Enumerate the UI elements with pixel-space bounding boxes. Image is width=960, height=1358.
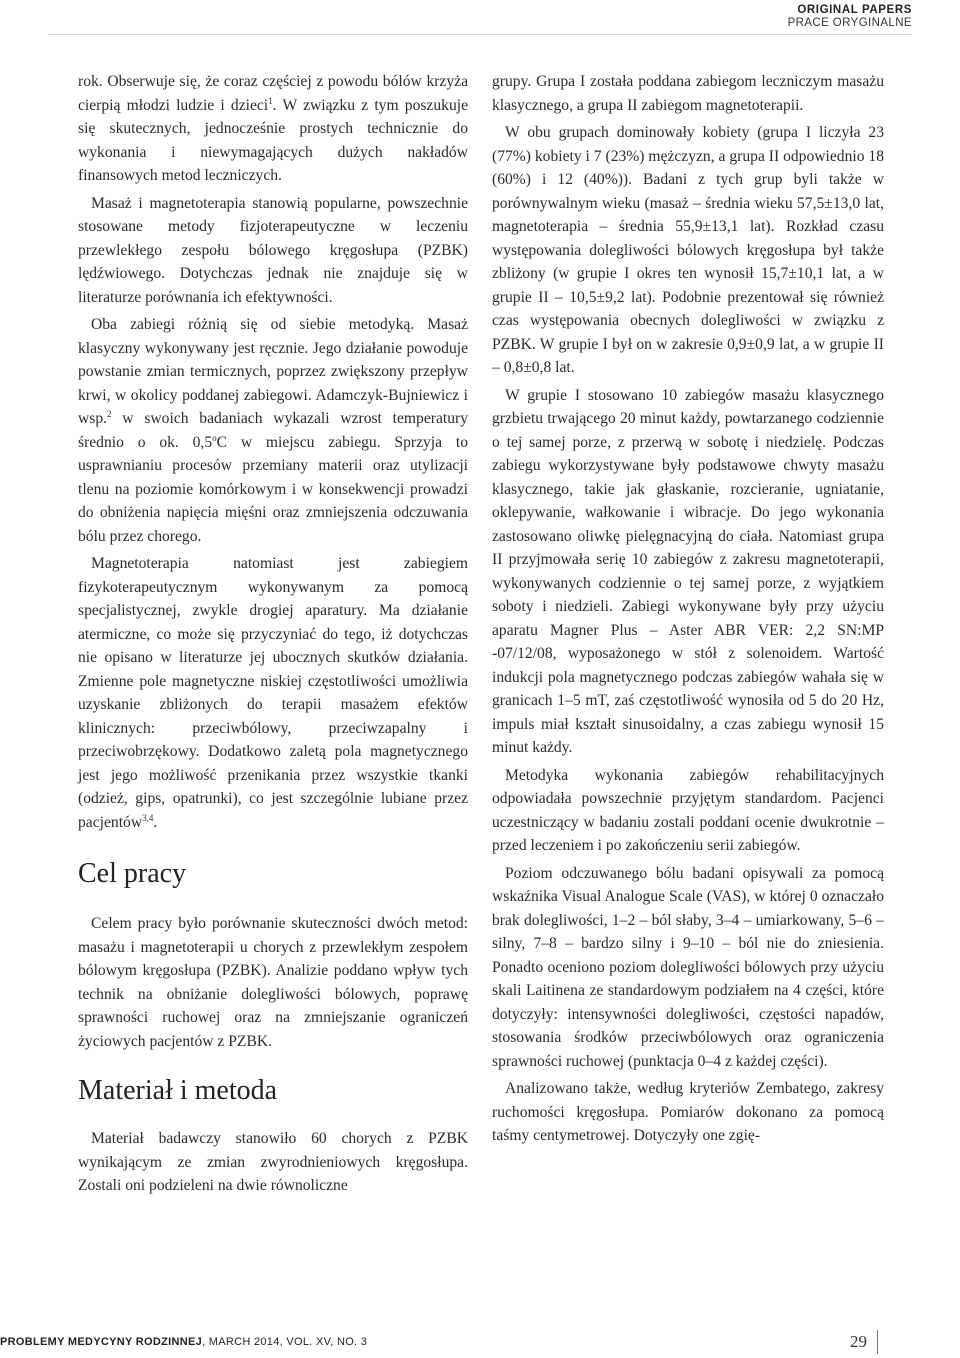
page-number: 29 xyxy=(850,1332,867,1351)
section-heading-aim: Cel pracy xyxy=(78,858,187,889)
right-column xyxy=(492,70,884,1152)
degree-marker: o xyxy=(212,432,217,443)
paragraph xyxy=(78,70,468,188)
paragraph: Analizowano także, według kryteriów Zembatego, zakresy ruchomości kręgosłupa. Pomiarów dokonano za pomocą taśmy centymetrowej. Dotyczyły one zgię- xyxy=(492,1080,884,1144)
journal-name: PROBLEMY MEDYCYNY RODZINNEJ xyxy=(0,1336,203,1348)
page-number-divider xyxy=(877,1330,878,1354)
paragraph: Celem pracy było porównanie skuteczności dwóch metod: masażu i magnetoterapii u chorych z przewlekłym zespołem bólowym kręgosłupa (PZBK). Analizie poddano wpływ tych technik na obniżanie dolegliwości bólowych, poprawę sprawności ruchowej oraz na zmniejszanie ograniczeń życiowych pacjentów z PZBK. xyxy=(78,915,468,1050)
text-run: w swoich badaniach wykazali wzrost temperatury średnio o ok. 0,5 xyxy=(78,410,468,451)
left-column xyxy=(78,70,468,1202)
running-head-title: ORIGINAL PAPERS xyxy=(797,4,912,16)
paragraph: Metodyka wykonania zabiegów rehabilitacyjnych odpowiadała powszechnie przyjętym standardom. Pacjenci uczestniczący w badaniu zostali poddani ocenie dwukrotnie – przed leczeniem i po zakończeniu serii zabiegów. xyxy=(492,766,884,854)
paragraph xyxy=(78,313,468,548)
header-divider xyxy=(48,34,912,35)
paragraph: grupy. Grupa I została poddana zabiegom leczniczym masażu klasycznego, a grupa II zabiegom magnetoterapii. xyxy=(492,73,884,114)
running-head-subtitle: PRACE ORYGINALNE xyxy=(787,17,912,29)
text-run: rok. Obserwuje się, że coraz częściej z powodu bólów krzyża cierpią młodzi ludzie i dzieci xyxy=(78,73,468,114)
reference-marker: 2 xyxy=(107,409,112,419)
paragraph: Masaż i magnetoterapia stanowią popularne, powszechnie stosowane metody fizjoterapeutyczne w leczeniu przewlekłego zespołu bólowego kręgosłupa (PZBK) lędźwiowego. Dotychczas jednak nie znajduje się w literaturze porównania ich efektywności. xyxy=(78,194,468,306)
reference-marker: 1 xyxy=(268,95,273,106)
text-run: C w miejscu zabiegu. Sprzyja to usprawnianiu procesów przemiany materii oraz utylizacji tlenu na poziomie komórkowym i w konsekwencji prowadzi do obniżenia napięcia mięśni oraz zmniejszenia odczuwania bólu przez chorego. xyxy=(78,433,468,545)
running-head xyxy=(788,4,912,30)
paragraph xyxy=(78,552,468,834)
journal-footer xyxy=(0,1336,367,1348)
journal-issue: , MARCH 2014, VOL. XV, NO. 3 xyxy=(202,1336,368,1348)
text-run: Magnetoterapia natomiast jest zabiegiem fizykoterapeutycznym wykonywanym za pomocą specjalistycznej, zwykle drogiej aparatury. Ma działanie atermiczne, co może się przyczyniać do tego, iż dotychczas nie opisano w literaturze jej ubocznych skutków działania. Zmienne pole magnetyczne niskiej częstotliwości umożliwia uzyskanie zbliżonych do terapii masażem efektów klinicznych: przeciwbólowy, przeciwzapalny i przeciwobrzękowy. Dodatkowo zaletą pola magnetycznego jest jego możliwość przenikania przez wszystkie tkanki (odzież, gips, opatrunki), co jest szczególnie lubiane przez pacjentów xyxy=(78,555,468,831)
text-run: Oba zabiegi różnią się od siebie metodyką. Masaż klasyczny wykonywany jest ręcznie. Jego działanie powoduje powstanie zmian termicznych, poprzez zwiększony przepływ krwi, w okolicy poddanej zabiegowi. Adamczyk-Bujniewicz i wsp. xyxy=(78,316,468,427)
text-run: . xyxy=(153,813,158,831)
section-heading-methods: Materiał i metoda xyxy=(78,1075,278,1106)
paragraph: Poziom odczuwanego bólu badani opisywali za pomocą wskaźnika Visual Analogue Scale (VAS), w której 0 oznaczało brak dolegliwości, 1–2 – ból słaby, 3–4 – umiarkowany, 5–6 – silny, 7–8 – bardzo silny i 9–10 – ból nie do zniesienia. Ponadto oceniono poziom dolegliwości bólowych przy użyciu skali Laitinena ze standardowym podziałem na 4 części, które dotyczyły: intensywności dolegliwości, częstości napadów, stosowania środków przeciwbólowych oraz ograniczenia sprawności ruchowej (punktacja 0–4 z każdej części). xyxy=(492,864,884,1070)
text-run: . W związku z tym poszukuje się skutecznych, jednocześnie prostych technicznie do wykonania i niewymagających dużych nakładów finansowych metod leczniczych. xyxy=(78,96,468,184)
paragraph: W obu grupach dominowały kobiety (grupa I liczyła 23 (77%) kobiety i 7 (23%) mężczyzn, a grupa II odpowiednio 18 (60%) i 12 (40%)). Badani z tych grup byli także w porównywalnym wieku (masaż – średnia wieku 57,5±13,0 lat, magnetoterapia – średnia 55,9±13,1 lat). Rozkład czasu występowania dolegliwości bólowych kręgosłupa był także zbliżony (w grupie I okres ten wynosił 15,7±10,1 lat, a w grupie II – 10,5±9,2 lat). Podobnie prezentował się również czas występowania obecnych dolegliwości w związku z PZBK. W grupie I był on w zakresie 0,9±0,9 lat, a w grupie II – 0,8±0,8 lat. xyxy=(492,124,884,376)
paragraph: Materiał badawczy stanowiło 60 chorych z PZBK wynikającym ze zmian zwyrodnieniowych kręgosłupa. Zostali oni podzieleni na dwie równoliczne xyxy=(78,1130,468,1194)
reference-marker: 3,4 xyxy=(142,812,154,823)
paragraph: W grupie I stosowano 10 zabiegów masażu klasycznego grzbietu trwającego 20 minut każdy, powtarzanego codziennie o tej samej porze, z przerwą w sobotę i niedzielę. Podczas zabiegu wykorzystywane były podstawowe chwyty masażu klasycznego, takie jak głaskanie, rozcieranie, ugniatanie, oklepywanie, wałkowanie i wibracje. Do jego wykonania zastosowano oliwkę pielęgnacyjną do ciała. Natomiast grupa II przyjmowała serię 10 zabiegów z zakresu magnetoterapii, wykonywanych codziennie o tej samej porze, z wyjątkiem soboty i niedzieli. Zabiegi wykonywane były przy użyciu aparatu Magner Plus – Aster ABR VER: 2,2 SN:MP -07/12/08, wyposażonego w stół z solenoidem. Wartość indukcji pola magnetycznego podczas zabiegów wahała się w granicach 1–5 mT, zaś częstotliwość wynosiła od 5 do 20 Hz, impuls miał kształt sinusoidalny, a czas zabiegu wynosił 15 minut każdy. xyxy=(492,386,884,756)
